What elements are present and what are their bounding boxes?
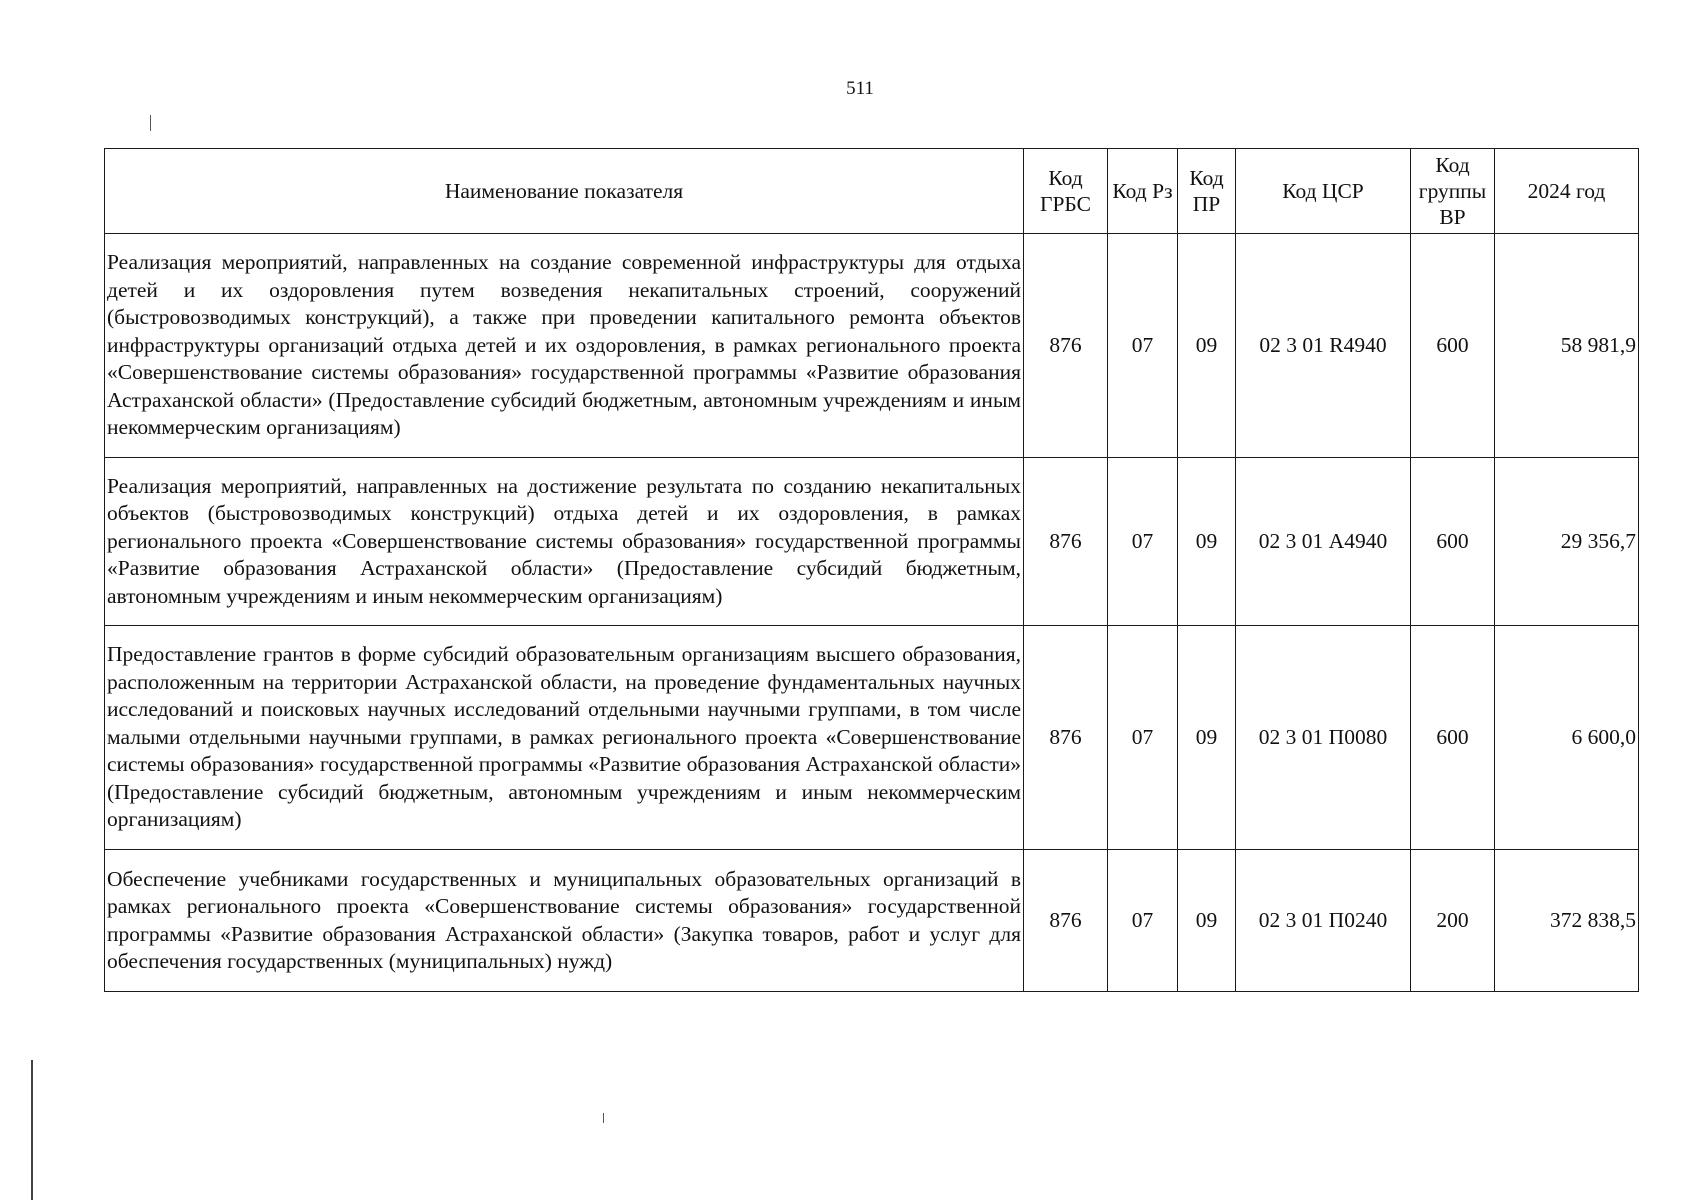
header-pr: Код ПР <box>1178 149 1236 234</box>
row-grbs: 876 <box>1024 458 1108 626</box>
row-rz: 07 <box>1108 458 1178 626</box>
row-amount: 29 356,7 <box>1495 458 1639 626</box>
row-amount: 58 981,9 <box>1495 234 1639 458</box>
table-row <box>105 234 1639 458</box>
row-pr: 09 <box>1178 626 1236 850</box>
header-rz: Код Рз <box>1108 149 1178 234</box>
header-year: 2024 год <box>1495 149 1639 234</box>
row-rz: 07 <box>1108 626 1178 850</box>
row-csr: 02 3 01 П0080 <box>1236 626 1411 850</box>
scan-artifact <box>31 1060 33 1200</box>
header-vr: Код группы ВР <box>1411 149 1495 234</box>
row-amount: 6 600,0 <box>1495 626 1639 850</box>
row-vr: 600 <box>1411 234 1495 458</box>
row-name: Обеспечение учебниками государственных и муниципальных образовательных организаций в рамках регионального проекта «Совершенствование системы образования» государственной программы «Развитие образования Астраханской области» (Закупка товаров, работ и услуг для обеспечения государственных (муниципальных) нужд) <box>105 850 1024 992</box>
row-grbs: 876 <box>1024 626 1108 850</box>
row-csr: 02 3 01 R4940 <box>1236 234 1411 458</box>
scan-artifact <box>603 1113 604 1123</box>
row-grbs: 876 <box>1024 234 1108 458</box>
scan-artifact <box>150 115 151 131</box>
row-vr: 600 <box>1411 458 1495 626</box>
header-csr: Код ЦСР <box>1236 149 1411 234</box>
header-grbs: Код ГРБС <box>1024 149 1108 234</box>
row-name: Реализация мероприятий, направленных на достижение результата по созданию некапитальных объектов (быстровозводимых конструкций) отдыха детей и их оздоровления, в рамках регионального проекта «Совершенствование системы образования» государственной программы «Развитие образования Астраханской области» (Предоставление субсидий бюджетным, автономным учреждениям и иным некоммерческим организациям) <box>105 458 1024 626</box>
row-pr: 09 <box>1178 850 1236 992</box>
row-amount: 372 838,5 <box>1495 850 1639 992</box>
header-name: Наименование показателя <box>105 149 1024 234</box>
budget-table <box>104 148 1639 992</box>
row-pr: 09 <box>1178 458 1236 626</box>
row-rz: 07 <box>1108 850 1178 992</box>
table-row <box>105 626 1639 850</box>
row-vr: 600 <box>1411 626 1495 850</box>
row-pr: 09 <box>1178 234 1236 458</box>
row-csr: 02 3 01 А4940 <box>1236 458 1411 626</box>
row-name: Предоставление грантов в форме субсидий образовательным организациям высшего образования, расположенным на территории Астраханской области, на проведение фундаментальных научных исследований и поисковых научных исследований отдельными научными группами, в том числе малыми отдельными научными группами, в рамках регионального проекта «Совершенствование системы образования» государственной программы «Развитие образования Астраханской области» (Предоставление субсидий бюджетным, автономным учреждениям и иным некоммерческим организациям) <box>105 626 1024 850</box>
table-header-row <box>105 149 1639 234</box>
page-number: 511 <box>846 78 874 99</box>
row-name: Реализация мероприятий, направленных на создание современной инфраструктуры для отдыха детей и их оздоровления путем возведения некапитальных строений, сооружений (быстровозводимых конструкций), а также при проведении капитального ремонта объектов инфраструктуры организаций отдыха детей и их оздоровления, в рамках регионального проекта «Совершенствование системы образования» государственной программы «Развитие образования Астраханской области» (Предоставление субсидий бюджетным, автономным учреждениям и иным некоммерческим организациям) <box>105 234 1024 458</box>
row-vr: 200 <box>1411 850 1495 992</box>
table-row <box>105 850 1639 992</box>
row-grbs: 876 <box>1024 850 1108 992</box>
row-rz: 07 <box>1108 234 1178 458</box>
row-csr: 02 3 01 П0240 <box>1236 850 1411 992</box>
table-row <box>105 458 1639 626</box>
